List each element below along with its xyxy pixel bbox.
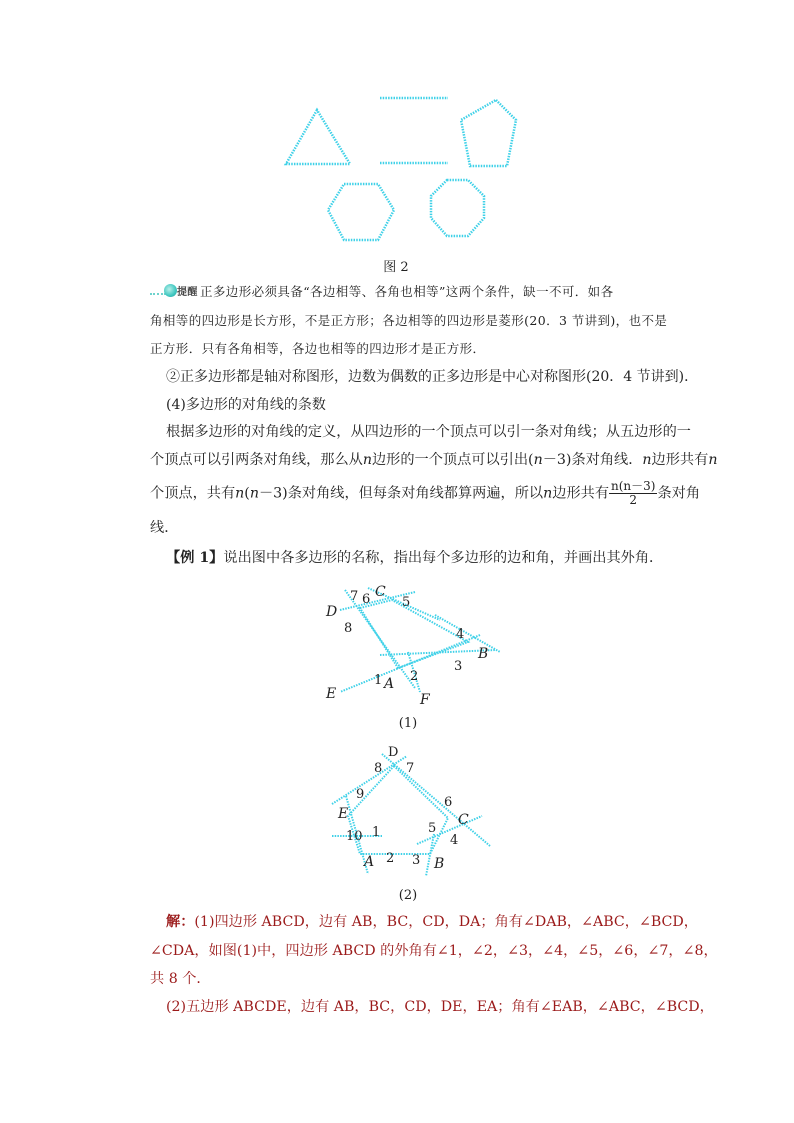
regular-polygons-figure <box>270 88 520 256</box>
pentagon-icon <box>461 100 516 166</box>
fig2-caption: (2) <box>398 888 418 903</box>
angle2-10: 10 <box>346 829 363 844</box>
angle-6: 6 <box>362 592 371 607</box>
tip-line3: 正方形．只有各角相等，各边也相等的四边形才是正方形． <box>150 341 486 356</box>
diagonal-count-fraction: $\frac{n(n-3)}{2}$ <box>611 479 656 507</box>
vertex-c2: C <box>458 812 469 828</box>
angle-1: 1 <box>374 673 383 688</box>
angle2-4: 4 <box>450 833 459 848</box>
vertex-f: F <box>420 692 430 708</box>
tip-line1: 提醒 正多边形必须具备“各边相等、各角也相等”这两个条件，缺一不可．如各 <box>150 283 613 301</box>
quadrilateral-figure <box>320 580 510 710</box>
angle-3: 3 <box>454 659 463 674</box>
paragraph-regular-symmetry: ②正多边形都是轴对称图形，边数为偶数的正多边形是中心对称图形(20．4 节讲到)． <box>166 369 699 385</box>
solution-line2: ∠CDA，如图(1)中，四边形 ABCD 的外角有∠1，∠2，∠3，∠4，∠5，∠6，∠7，∠8， <box>150 943 718 959</box>
heading-diagonals: (4)多边形的对角线的条数 <box>166 397 326 413</box>
pentagon-figure <box>322 736 502 876</box>
angle2-9: 9 <box>356 787 365 802</box>
vertex-a2: A <box>364 854 375 870</box>
example-1: 【例 1】说出图中各多边形的名称，指出每个多边形的边和角，并画出其外角． <box>166 550 664 566</box>
angle2-1: 1 <box>372 825 381 840</box>
vertex-d2: D <box>388 745 399 760</box>
vertex-e: E <box>326 686 337 702</box>
angle-2: 2 <box>410 669 419 684</box>
angle2-7: 7 <box>406 761 415 776</box>
fig1-caption: (1) <box>398 716 418 731</box>
angle-5: 5 <box>402 595 411 610</box>
vertex-e2: E <box>338 806 349 822</box>
angle-7: 7 <box>350 589 359 604</box>
vertex-a: A <box>384 676 395 692</box>
angle-4: 4 <box>456 627 465 642</box>
angle2-8: 8 <box>374 761 383 776</box>
tip-badge: 提醒 <box>150 284 196 298</box>
figure2-caption: 图 2 <box>383 260 409 275</box>
solution-line3: 共 8 个． <box>150 971 211 987</box>
angle2-3: 3 <box>412 853 421 868</box>
tip-line2: 角相等的四边形是长方形，不是正方形；各边相等的四边形是菱形(20．3 节讲到)，也不是 <box>150 313 668 328</box>
diag-line1: 根据多边形的对角线的定义，从四边形的一个顶点可以引一条对角线；从五边形的一 <box>166 424 691 440</box>
vertex-c: C <box>375 584 386 600</box>
triangle-icon <box>286 110 350 164</box>
hexagon-icon <box>328 184 394 240</box>
vertex-b2: B <box>434 856 445 872</box>
diag-line4: 线． <box>150 520 179 536</box>
quadrilateral-abcd <box>360 600 468 668</box>
diag-line2: 个顶点可以引两条对角线，那么从n边形的一个顶点可以引出(n－3)条对角线．n边形共有n <box>150 452 718 468</box>
octagon-icon <box>431 180 484 236</box>
angle2-5: 5 <box>428 821 437 836</box>
solution-line1: 解：(1)四边形 ABCD，边有 AB，BC，CD，DA；角有∠DAB，∠ABC，∠BCD， <box>166 914 698 930</box>
vertex-d: D <box>326 604 338 620</box>
angle-8: 8 <box>344 621 353 636</box>
angle2-2: 2 <box>386 851 395 866</box>
solution-line4: (2)五边形 ABCDE，边有 AB，BC，CD，DE，EA；角有∠EAB，∠ABC，∠BCD， <box>166 999 714 1015</box>
vertex-b: B <box>478 646 489 662</box>
diag-line3: 个顶点，共有n(n－3)条对角线，但每条对角线都算两遍，所以n边形共有 $\frac{n(n-3)}{2}$ 条对角 <box>150 479 701 507</box>
angle2-6: 6 <box>444 795 453 810</box>
bulb-icon <box>164 284 177 297</box>
